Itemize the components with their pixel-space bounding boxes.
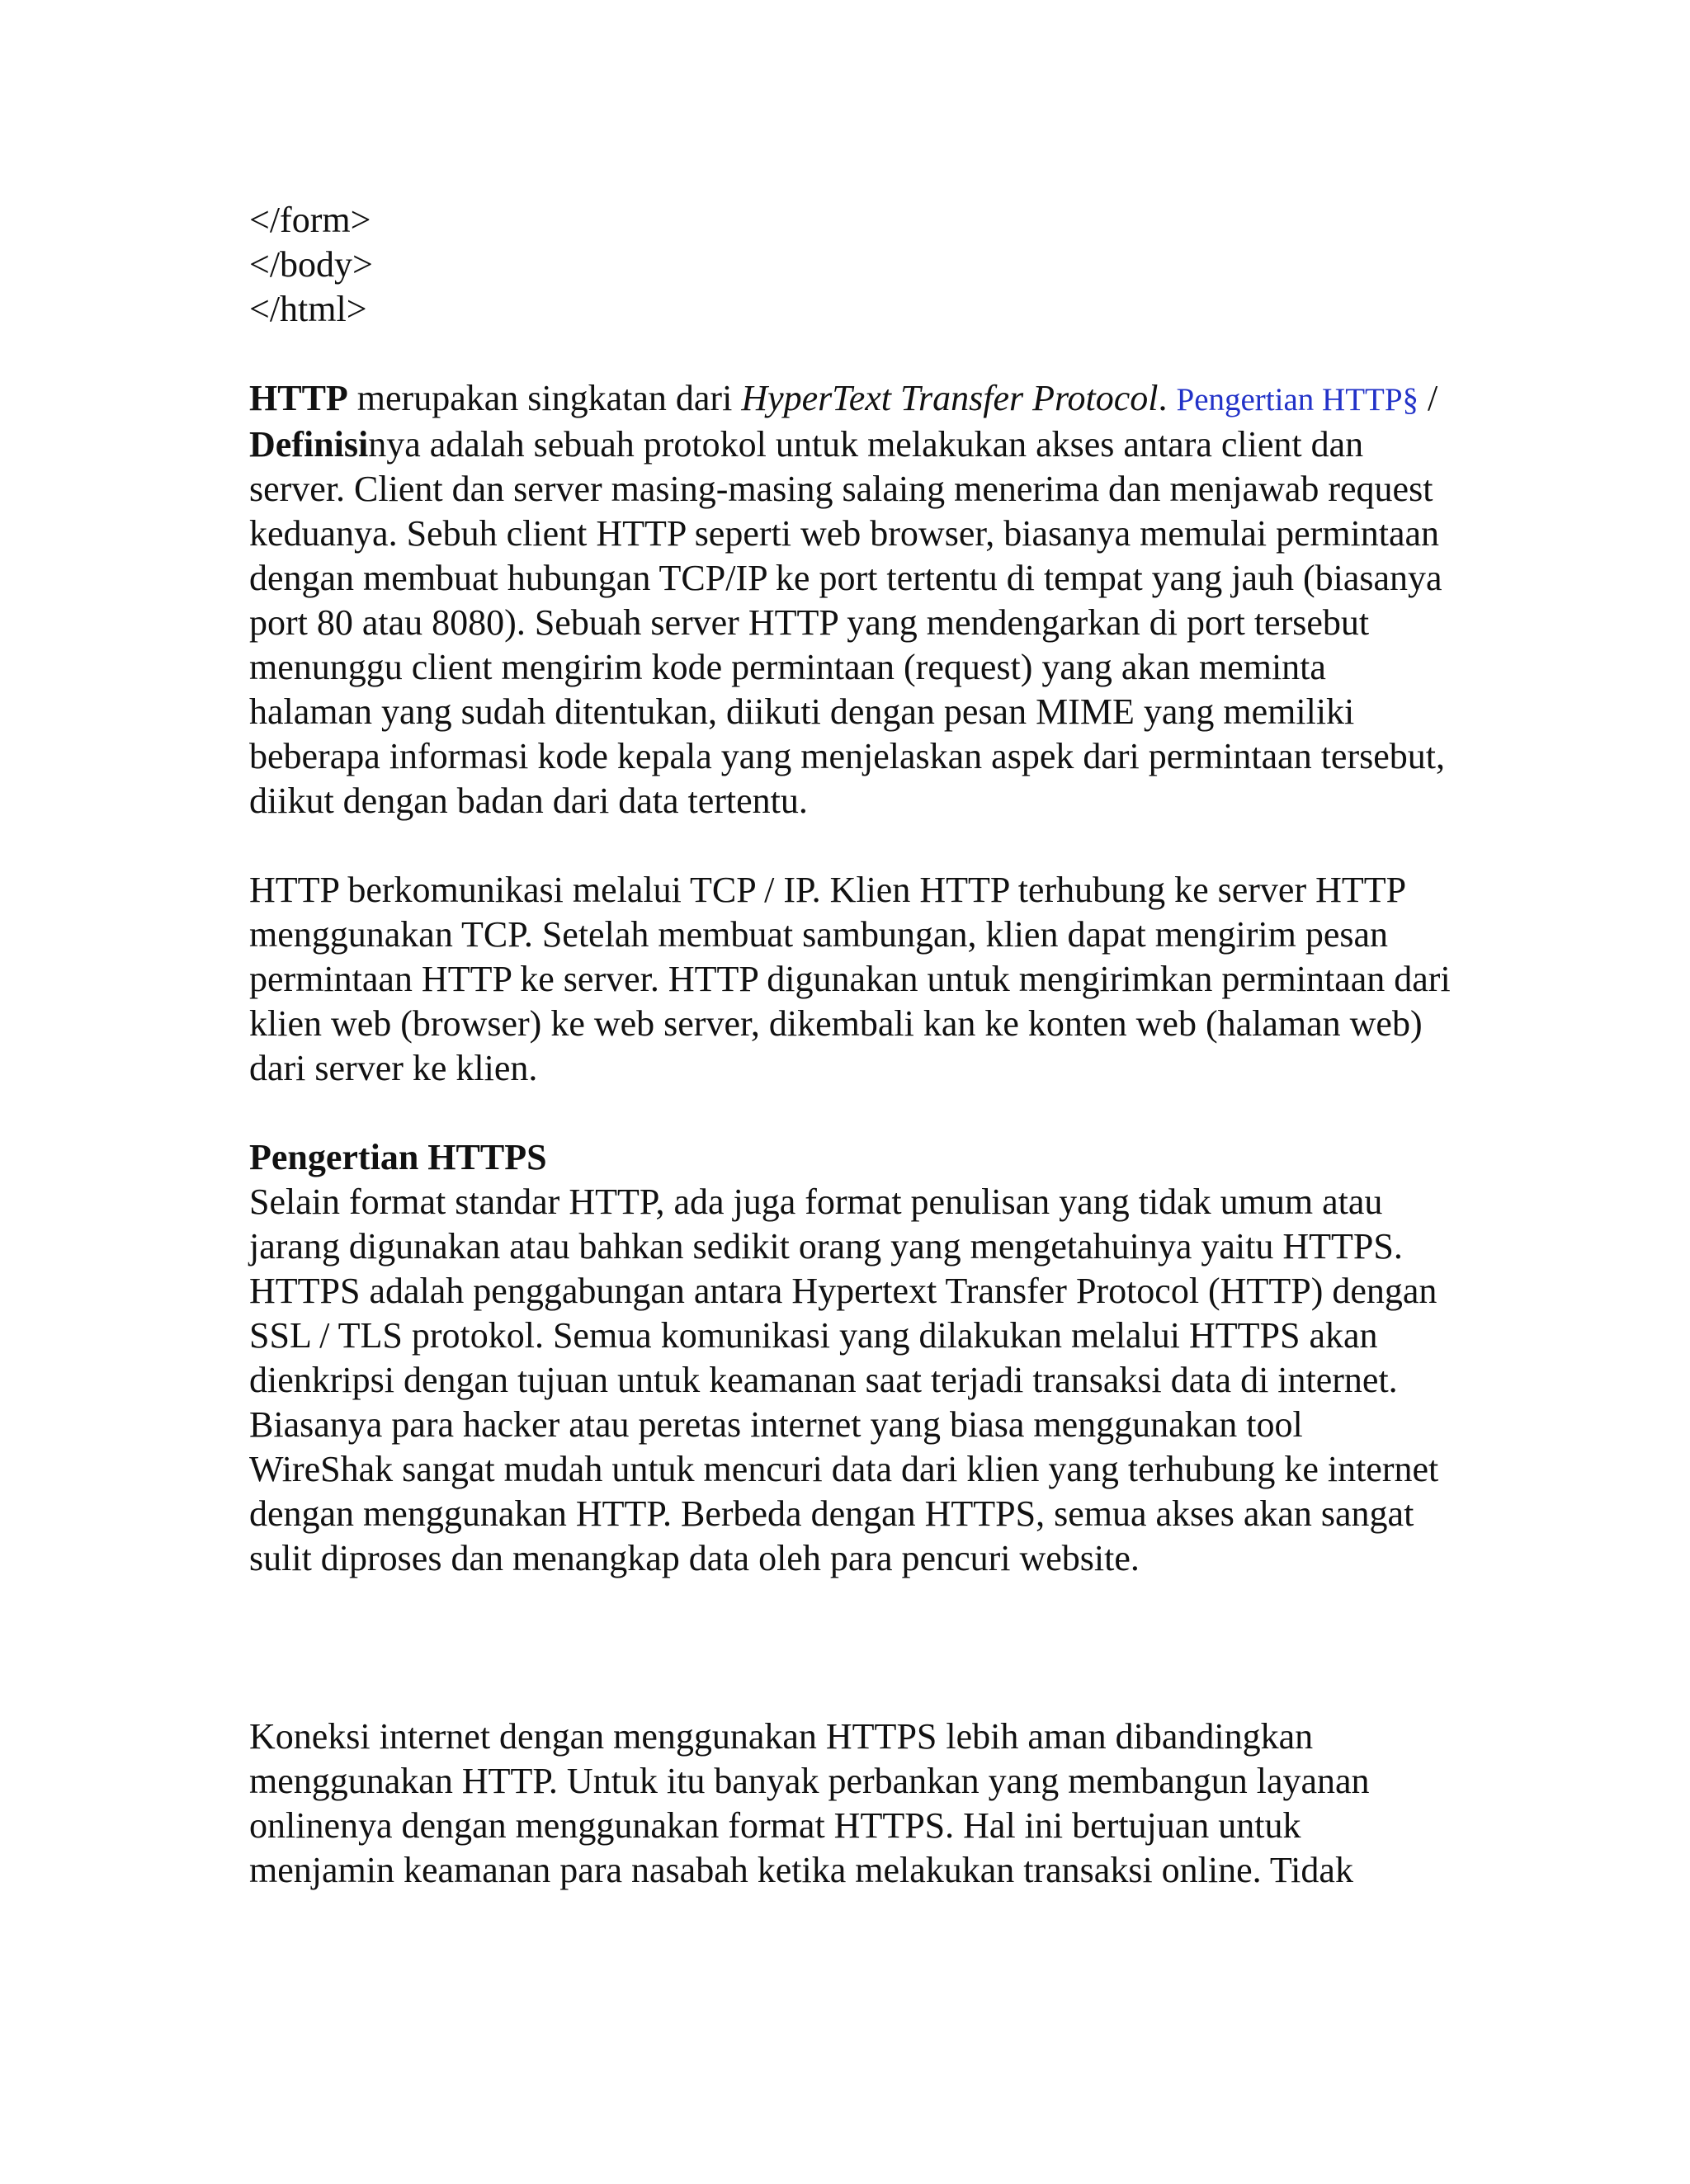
paragraph-http-tcpip: HTTP berkomunikasi melalui TCP / IP. Klien HTTP terhubung ke server HTTP menggunakan TCP. Setelah membuat sambungan, klien dapat mengirim pesan permintaan HTTP ke server. HTTP digunakan untuk mengirimkan permintaan dari klien web (browser) ke web server, dikembali kan ke konten web (halaman web) dari server ke klien. — [249, 870, 1451, 1088]
code-line-html: </html> — [249, 289, 367, 329]
document-page — [249, 198, 1454, 1893]
link-pengertian-http[interactable]: Pengertian HTTP§ — [1176, 382, 1419, 417]
code-line-form: </form> — [249, 200, 371, 240]
term-expansion: HyperText Transfer Protocol — [741, 378, 1159, 418]
code-line-body: </body> — [249, 244, 373, 285]
code-tail — [249, 198, 1454, 332]
paragraph-https: Selain format standar HTTP, ada juga format penulisan yang tidak umum atau jarang digunakan atau bahkan sedikit orang yang mengetahuinya yaitu HTTPS. HTTPS adalah penggabungan antara Hypertext Transfer Protocol (HTTP) dengan SSL / TLS protokol. Semua komunikasi yang dilakukan melalui HTTPS akan dienkripsi dengan tujuan untuk keamanan saat terjadi transaksi data di internet. Biasanya para hacker atau peretas internet yang biasa menggunakan tool WireShak sangat mudah untuk mencuri data dari klien yang terhubung ke internet dengan menggunakan HTTP. Berbeda dengan HTTPS, semua akses akan sangat sulit diproses dan menangkap data oleh para pencuri website. — [249, 1182, 1439, 1578]
paragraph-http-definition: HTTP merupakan singkatan dari HyperText Transfer Protocol. Pengertian HTTP§ / Definisinya adalah sebuah protokol untuk melakukan akses antara client dan server. Client dan server masing-masing salaing menerima dan menjawab request keduanya. Sebuh client HTTP seperti web browser, biasanya memulai permintaan dengan membuat hubungan TCP/IP ke port tertentu di tempat yang jauh (biasanya port 80 atau 8080). Sebuah server HTTP yang mendengarkan di port tersebut menunggu client mengirim kode permintaan (request) yang akan meminta halaman yang sudah ditentukan, diikuti dengan pesan MIME yang memiliki beberapa informasi kode kepala yang menjelaskan aspek dari permintaan tersebut, diikut dengan badan dari data tertentu. — [249, 378, 1445, 821]
term-definisi: Definisi — [249, 424, 369, 465]
heading-pengertian-https: Pengertian HTTPS — [249, 1137, 547, 1177]
paragraph-https-security: Koneksi internet dengan menggunakan HTTPS lebih aman dibandingkan menggunakan HTTP. Untuk itu banyak perbankan yang membangun layanan onlinenya dengan menggunakan format HTTPS. Hal ini bertujuan untuk menjamin keamanan para nasabah ketika melakukan transaksi online. Tidak — [249, 1716, 1370, 1890]
term-http: HTTP — [249, 378, 348, 418]
